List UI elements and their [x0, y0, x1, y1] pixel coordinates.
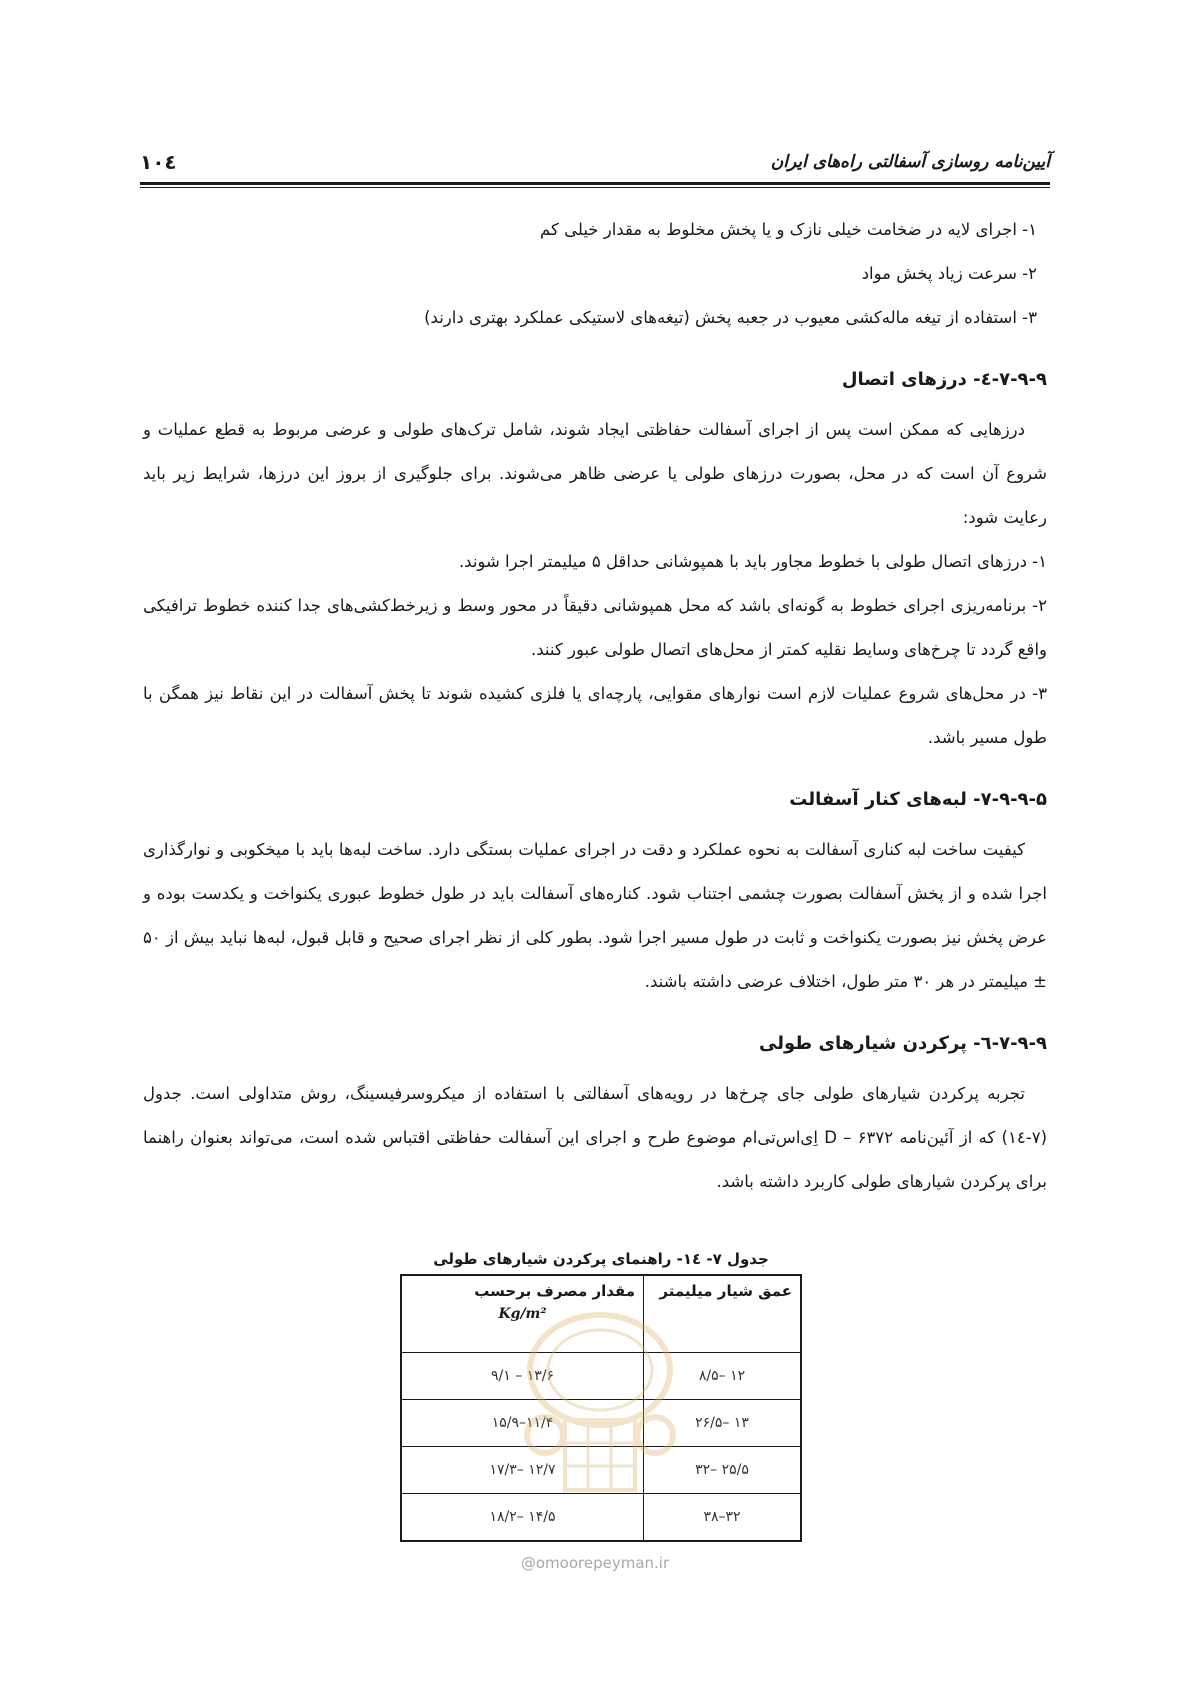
table-cell: ۱۲ –۸/۵ [644, 1353, 802, 1400]
list-item-text: ۳- در محل‌های شروع عملیات لازم است نوارهای مقوایی، پارچه‌ای یا فلزی کشیده شوند تا پخش آسفالت در این نقاط نیز همگن با طول مسیر باشد. [143, 684, 1047, 747]
section-heading: ۷-۹-۹-٤- درزهای اتصال [841, 369, 1047, 390]
list-item [143, 672, 1047, 760]
unit-label: Kg/m² [498, 1306, 547, 1322]
header-rule-thin [140, 187, 1050, 188]
table-cell: ۱۱/۴–۱۵/۹ [401, 1400, 644, 1447]
table-header-row [401, 1275, 801, 1353]
book-title: آیین‌نامه روسازی آسفالتی راه‌های ایران [770, 152, 1050, 172]
table-cell: ۱۳/۶ – ۹/۱ [401, 1353, 644, 1400]
column-header-amount-label: مقدار مصرف برحسب [474, 1282, 635, 1300]
paragraph [143, 408, 1047, 540]
list-item-text: ۱- درزهای اتصال طولی با خطوط مجاور باید با همپوشانی حداقل ۵ میلیمتر اجرا شوند. [458, 552, 1047, 571]
section-heading: ۷-۹-۹-۵- لبه‌های کنار آسفالت [789, 789, 1047, 810]
paragraph-text: تجربه پرکردن شیارهای طولی جای چرخ‌ها در رویه‌های آسفالتی با استفاده از میکروسرفیسینگ، روش متداولی است. جدول (۷-۱٤) که از آئین‌نامه D – ۶۳۷۲ اِی‌اس‌تی‌ام موضوع طرح و اجرای این آسفالت حفاظتی اقتباس شده است، می‌تواند بعنوان راهنما برای پرکردن شیارهای طولی کاربرد داشته باشد. [143, 1084, 1047, 1191]
paragraph [143, 828, 1047, 1004]
list-item-text: ۲- برنامه‌ریزی اجرای خطوط به گونه‌ای باشد که محل همپوشانی دقیقاً در محور وسط و زیرخط‌کشی‌های جدا کننده خطوط ترافیکی واقع گردد تا چرخ‌های وسایط نقلیه کمتر از محل‌های اتصال طولی عبور کنند. [143, 596, 1047, 659]
list-item [143, 540, 1047, 584]
table-row [401, 1494, 801, 1542]
paragraph-text: درزهایی که ممکن است پس از اجرای آسفالت حفاظتی ایجاد شوند، شامل ترک‌های طولی و عرضی مربوط به قطع عملیات و شروع آن است که در محل، بصورت درزهای طولی یا عرضی ظاهر می‌شوند. برای جلوگیری از بروز این درزها، شرایط زیر باید رعایت شود: [143, 420, 1047, 527]
column-header-depth: عمق شیار میلیمتر [644, 1275, 802, 1353]
column-header-amount [401, 1275, 644, 1353]
data-table [400, 1274, 802, 1542]
page-body [143, 208, 1047, 1204]
table-row [401, 1400, 801, 1447]
at-icon: @ [520, 1554, 536, 1572]
page-header [140, 150, 1050, 180]
site-watermark [490, 1554, 700, 1572]
table-cell: ۱۴/۵ –۱۸/۲ [401, 1494, 644, 1542]
table-block [400, 1250, 802, 1542]
watermark-text: omoorepeyman.ir [535, 1554, 670, 1572]
table-caption: جدول ۷- ۱٤- راهنمای پرکردن شیارهای طولی [433, 1250, 769, 1268]
table-row [401, 1447, 801, 1494]
section-heading: ۷-۹-۹-٦- پرکردن شیارهای طولی [759, 1033, 1047, 1054]
list-item: ۱- اجرای لایه در ضخامت خیلی نازک و یا پخش مخلوط به مقدار خیلی کم [540, 220, 1037, 239]
paragraph [143, 1072, 1047, 1204]
paragraph-text: کیفیت ساخت لبه کناری آسفالت به نحوه عملکرد و دقت در اجرای عملیات بستگی دارد. ساخت لبه‌ها باید با میخکوبی و نوارگذاری اجرا شده و از پخش آسفالت بصورت چشمی اجتناب شود. کناره‌های آسفالت باید در طول خطوط عبوری یکنواخت و یکدست بوده و عرض پخش نیز بصورت یکنواخت و ثابت در طول مسیر اجرا شود. بطور کلی از نظر اجرای صحیح و قابل قبول، لبه‌ها نباید بیش از ۵۰ ± میلیمتر در هر ۳۰ متر طول، اختلاف عرضی داشته باشند. [143, 840, 1047, 991]
list-item: ۲- سرعت زیاد پخش مواد [861, 264, 1037, 283]
table-row [401, 1353, 801, 1400]
table-cell: ۲۵/۵ –۳۲ [644, 1447, 802, 1494]
page-number: ۱۰٤ [140, 150, 177, 174]
table-cell: ۱۲/۷ –۱۷/۳ [401, 1447, 644, 1494]
table-cell: ۱۳ –۲۶/۵ [644, 1400, 802, 1447]
header-rule [140, 182, 1050, 185]
list-item [143, 584, 1047, 672]
list-item: ۳- استفاده از تیغه ماله‌کشی معیوب در جعبه پخش (تیغه‌های لاستیکی عملکرد بهتری دارند) [424, 308, 1037, 327]
table-cell: ۳۲–۳۸ [644, 1494, 802, 1542]
